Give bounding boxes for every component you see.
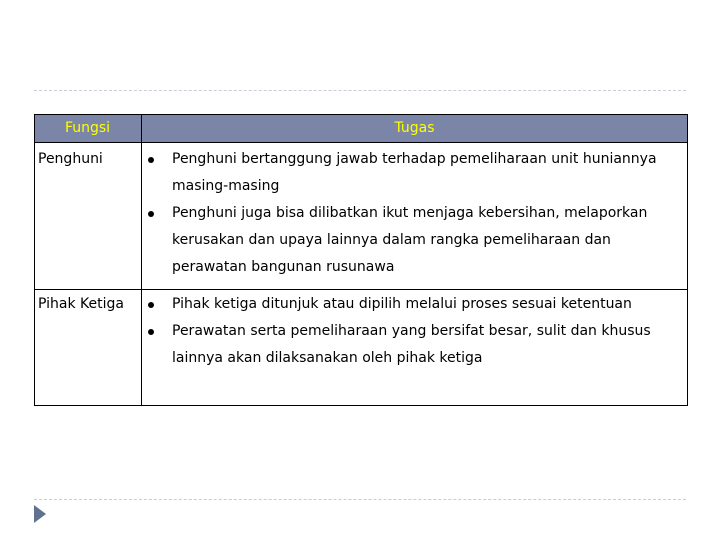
- tugas-penghuni-1: Penghuni bertanggung jawab terhadap pemeliharaan unit huniannya masing-masing: [172, 151, 657, 194]
- column-divider: [141, 115, 142, 405]
- row-divider: [35, 289, 687, 290]
- tugas-pihak-ketiga-1: Pihak ketiga ditunjuk atau dipilih melalui proses sesuai ketentuan: [172, 296, 632, 312]
- top-divider: [34, 90, 686, 91]
- header-fungsi: Fungsi: [64, 120, 111, 136]
- tugas-pihak-ketiga-2: Perawatan serta pemeliharaan yang bersifat besar, sulit dan khusus lainnya akan dilaksanakan oleh pihak ketiga: [172, 323, 651, 366]
- bullet-icon: [148, 302, 154, 308]
- bullet-icon: [148, 329, 154, 335]
- fungsi-penghuni: Penghuni: [38, 151, 103, 167]
- bullet-icon: [148, 157, 154, 163]
- play-triangle-icon[interactable]: [34, 505, 46, 523]
- table-header-row: [35, 115, 687, 143]
- fungsi-tugas-table: [34, 114, 688, 406]
- bottom-divider: [34, 499, 686, 500]
- tugas-penghuni-2: Penghuni juga bisa dilibatkan ikut menjaga kebersihan, melaporkan kerusakan dan upaya lainnya dalam rangka pemeliharaan dan perawatan bangunan rusunawa: [172, 205, 648, 275]
- bullet-icon: [148, 211, 154, 217]
- header-tugas: Tugas: [394, 120, 435, 136]
- fungsi-pihak-ketiga: Pihak Ketiga: [38, 296, 124, 312]
